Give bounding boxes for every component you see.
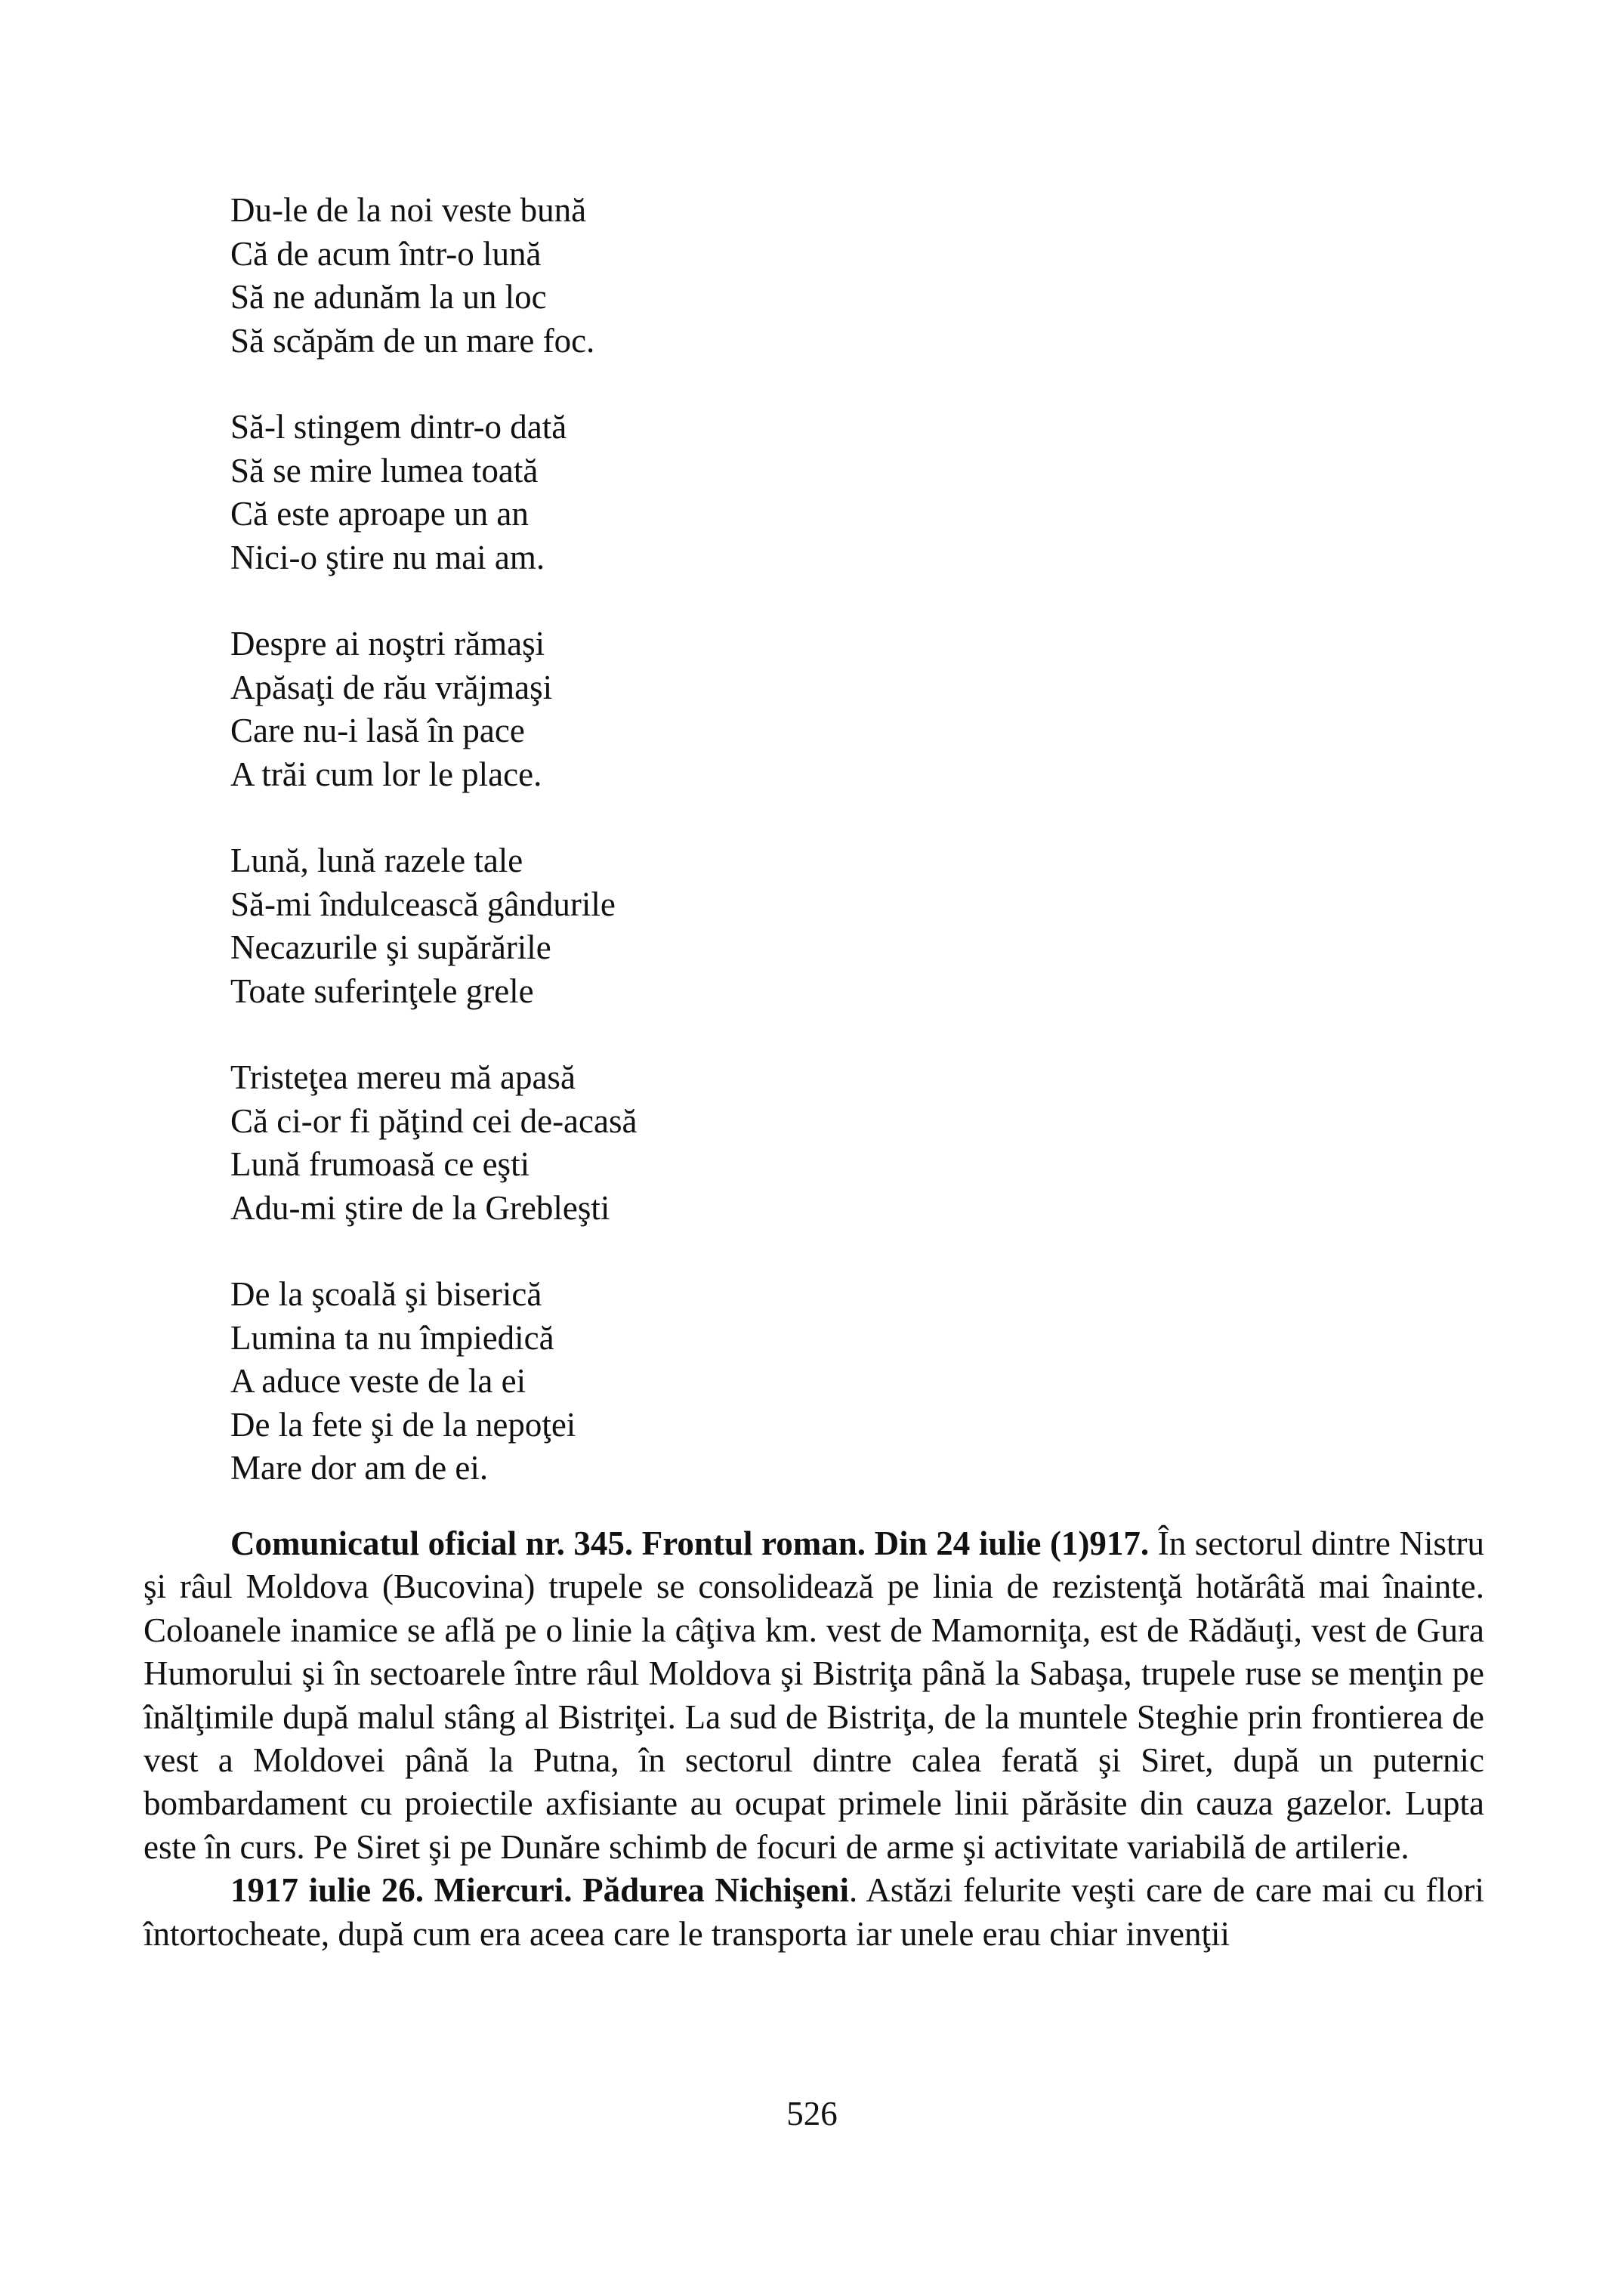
paragraph-body: În sectorul dintre Nistru şi râul Moldova (Bucovina) trupele se consolidează pe linia de rezistenţă hotărâtă mai înainte. Coloanele inamice se află pe o linie la câţiva km. vest de Mamorniţa, est de Rădăuţi, vest de Gura Humorului şi în sectoarele între râul Moldova şi Bistriţa până la Sabaşa, trupele ruse se menţin pe înălţimile după malul stâng al Bistriţei. La sud de Bistriţa, de la muntele Steghie prin frontierea de vest a Moldovei până la Putna, în sectorul dintre calea ferată şi Siret, după un puternic bombardament cu proiectile axfisiante au ocupat primele linii părăsite din cauza gazelor. Lupta este în curs. Pe Siret şi pe Dunăre schimb de focuri de arme şi activitate variabilă de artilerie. — [144, 1524, 1484, 1866]
stanza-2 — [230, 406, 1363, 579]
verse: Toate suferinţele grele — [230, 971, 534, 1010]
verse: Nici-o ştire nu mai am. — [230, 538, 545, 576]
verse: Să-mi îndulcească gândurile — [230, 885, 616, 923]
verse: Că de acum într-o lună — [230, 234, 542, 273]
verse: Care nu-i lasă în pace — [230, 712, 525, 749]
stanza-6 — [230, 1273, 1363, 1490]
verse: De la şcoală şi biserică — [230, 1275, 542, 1313]
stanza-1 — [230, 189, 1363, 363]
poem — [230, 189, 1363, 1534]
verse: Du-le de la noi veste bună — [230, 191, 587, 229]
verse: Să ne adunăm la un loc — [230, 278, 547, 316]
verse: Tristeţea mereu mă apasă — [230, 1058, 576, 1096]
verse: Necazurile şi supărările — [230, 928, 551, 966]
prose-section — [144, 1522, 1484, 1956]
stanza-4 — [230, 839, 1363, 1013]
paragraph-diary-entry — [144, 1869, 1484, 1956]
verse: De la fete şi de la nepoţei — [230, 1405, 576, 1444]
verse: Să-l stingem dintr-o dată — [230, 408, 567, 446]
verse: Să se mire lumea toată — [230, 451, 539, 490]
verse: Că ci-or fi păţind cei de-acasă — [230, 1101, 638, 1140]
verse: Apăsaţi de rău vrăjmaşi — [230, 668, 553, 706]
verse: Lună, lună razele tale — [230, 842, 523, 879]
verse: A trăi cum lor le place. — [230, 755, 542, 793]
paragraph-body: . Astăzi felurite veşti care de care mai cu flori întortocheate, după cum era aceea care le transporta iar unele erau chiar invenţii — [144, 1871, 1484, 1953]
stanza-5 — [230, 1056, 1363, 1230]
page-number: 526 — [786, 2095, 838, 2133]
verse: Să scăpăm de un mare foc. — [230, 321, 595, 360]
paragraph-heading: Comunicatul oficial nr. 345. Frontul roman. Din 24 iulie (1)917. — [230, 1524, 1150, 1562]
verse: Adu-mi ştire de la Grebleşti — [230, 1188, 610, 1227]
paragraph-heading: 1917 iulie 26. Miercuri. Pădurea Nichişeni — [230, 1871, 849, 1910]
verse: Despre ai noştri rămaşi — [230, 625, 545, 663]
verse: Lună frumoasă ce eşti — [230, 1145, 530, 1183]
stanza-3 — [230, 622, 1363, 796]
paragraph-communique — [144, 1522, 1484, 1869]
verse: Că este aproape un an — [230, 495, 529, 533]
verse: Lumina ta nu împiedică — [230, 1318, 554, 1357]
verse: Mare dor am de ei. — [230, 1449, 489, 1487]
verse: A aduce veste de la ei — [230, 1362, 526, 1400]
